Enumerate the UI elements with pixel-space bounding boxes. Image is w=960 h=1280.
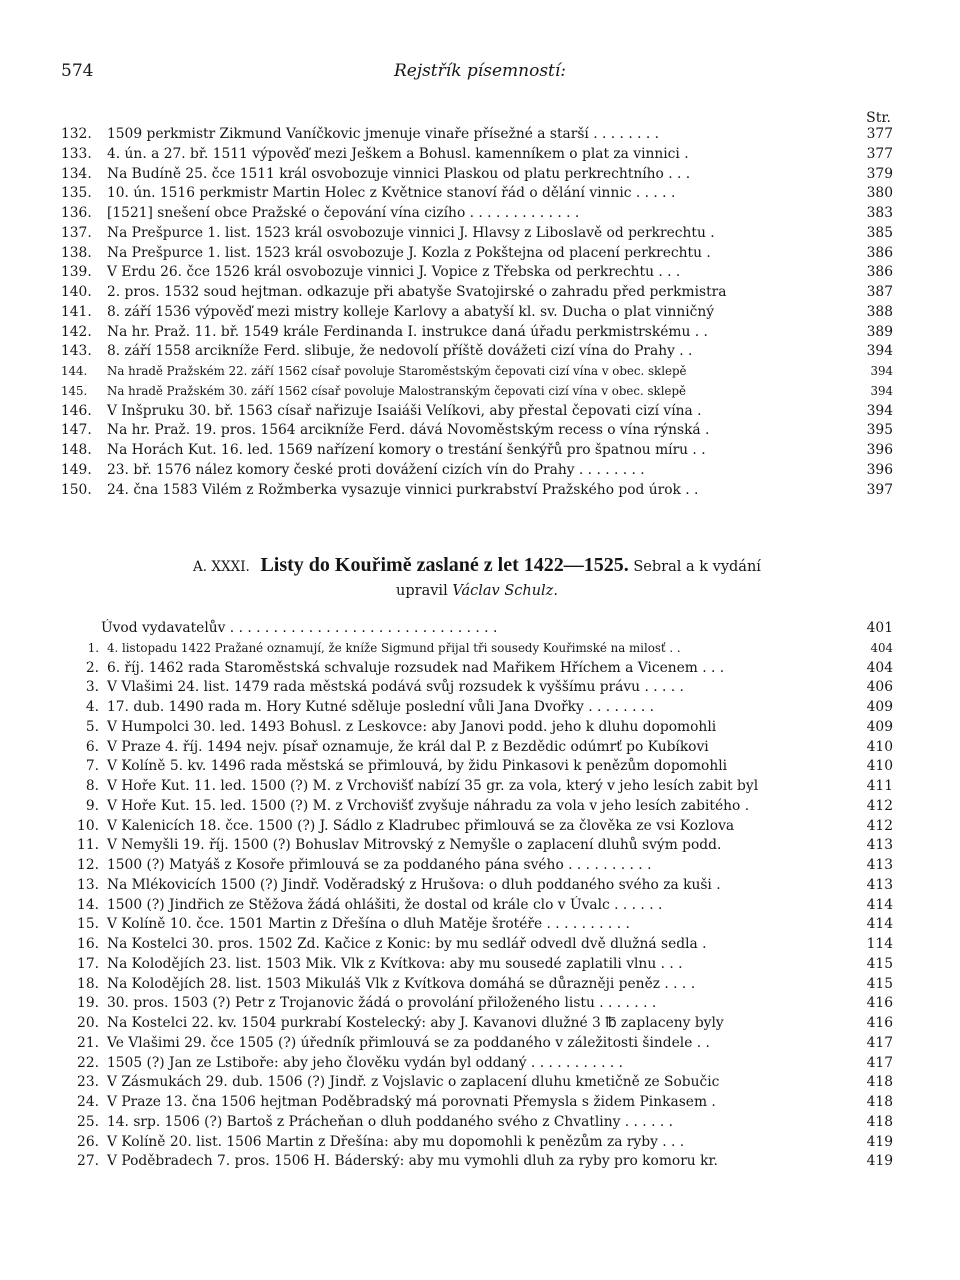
section-heading-line-2 <box>61 579 893 603</box>
section-title: Listy do Kouřimě zaslané z let 1422—1525. <box>260 554 629 576</box>
entry-row <box>61 718 893 738</box>
entry-page: 409 <box>866 718 893 735</box>
entry-row <box>61 698 893 718</box>
section-subtitle: Sebral a k vydání <box>633 559 761 575</box>
entry-row <box>61 659 893 679</box>
entry-row <box>61 639 893 659</box>
entry-text: V Erdu 26. čce 1526 král osvobozuje vinnici J. Vopice z Třebska od perkrechtu . . . <box>107 264 681 281</box>
entry-page: 395 <box>866 422 893 439</box>
entry-text: V Inšpruku 30. bř. 1563 císař nařizuje Isaiáši Velíkovi, aby přestal čepovati cizí vína . <box>107 402 702 419</box>
entry-number: 17. <box>77 955 99 972</box>
entry-row <box>61 1054 893 1074</box>
entry-number: 146. <box>61 402 92 419</box>
entry-number: 6. <box>85 738 99 755</box>
entry-row <box>61 955 893 975</box>
entry-text: Na Kolodějích 23. list. 1503 Mik. Vlk z Kvítkova: aby mu sousedé zaplatili vlnu . . . <box>107 955 683 972</box>
entry-text: V Hoře Kut. 15. led. 1500 (?) M. z Vrchovišť zvyšuje náhradu za vola v jeho lesích zabitého . <box>107 797 750 814</box>
entry-number: 1. <box>87 640 99 655</box>
entry-number: 11. <box>77 837 99 854</box>
entry-text: [1521] snešení obce Pražské o čepování vína cizího . . . . . . . . . . . . . <box>107 205 580 221</box>
entry-row <box>61 224 893 244</box>
entry-page: 412 <box>866 817 893 834</box>
entry-text: Na hr. Praž. 11. bř. 1549 krále Ferdinanda I. instrukce daná úřadu perkmistrskému . . <box>107 323 708 340</box>
entry-number: 8. <box>85 778 99 794</box>
entry-text: 1500 (?) Jindřich ze Stěžova žádá ohlášiti, že dostal od krále clo v Úvalc . . . . . . <box>107 896 663 913</box>
entry-page: 412 <box>866 797 893 814</box>
entry-row <box>61 362 893 382</box>
entry-number: 144. <box>61 364 88 378</box>
entry-text: 6. říj. 1462 rada Staroměstská schvaluje rozsudek nad Mařikem Hříchem a Vicenem . . . <box>107 659 725 676</box>
entry-page: 114 <box>866 936 893 952</box>
entry-text: 23. bř. 1576 nález komory české proti dovážení cizích vín do Prahy . . . . . . . . <box>107 461 645 478</box>
page-column-label: Str. <box>866 110 891 126</box>
entry-number: 139. <box>61 264 92 281</box>
entry-row <box>61 856 893 876</box>
entry-number: 149. <box>61 461 92 478</box>
entry-row <box>61 876 893 896</box>
entry-number: 136. <box>61 205 92 221</box>
entry-page: 394 <box>866 343 893 360</box>
entry-page: 385 <box>866 224 893 241</box>
entry-number: 147. <box>61 422 92 439</box>
entry-row <box>61 402 893 422</box>
entry-row <box>61 283 893 303</box>
entry-number: 141. <box>61 303 92 320</box>
entry-text: V Zásmukách 29. dub. 1506 (?) Jindř. z Vojslavic o zaplacení dluhu kmetičně ze Sobučic <box>107 1074 720 1091</box>
entry-row <box>61 1152 893 1172</box>
entry-text: Na Budíně 25. čce 1511 král osvobozuje vinnici Plaskou od platu perkrechtního . . . <box>107 165 691 182</box>
entry-page: 377 <box>866 126 893 142</box>
entry-page: 394 <box>870 383 893 398</box>
entry-number: 23. <box>77 1074 99 1091</box>
entry-row <box>61 678 893 698</box>
entry-page: 416 <box>866 1015 893 1031</box>
entry-row <box>61 342 893 362</box>
entry-row <box>61 125 893 145</box>
entry-page: 396 <box>866 461 893 478</box>
entry-number: 150. <box>61 481 92 498</box>
entry-number: 140. <box>61 284 92 300</box>
section-heading-line-1 <box>61 553 893 579</box>
entry-row <box>61 1133 893 1153</box>
entry-row <box>61 263 893 283</box>
entry-page: 387 <box>866 284 893 300</box>
entry-text: Na hradě Pražském 30. září 1562 císař povoluje Malostranským čepovati cizí vína v obec. sklepě <box>107 383 686 398</box>
entry-row <box>61 441 893 461</box>
entry-page: 413 <box>866 857 893 873</box>
entry-row <box>61 421 893 441</box>
entry-page: 415 <box>866 955 893 972</box>
entry-page: 417 <box>866 1034 893 1051</box>
entry-row <box>61 836 893 856</box>
section-edited-by: upravil <box>396 583 448 599</box>
entry-text: V Vlašimi 24. list. 1479 rada městská podává svůj rozsudek k vyššímu právu . . . . . <box>107 679 684 696</box>
entry-row <box>61 1093 893 1113</box>
entry-row <box>61 461 893 481</box>
entry-text: Na Horách Kut. 16. led. 1569 nařízení komory o trestání šenkýřů pro špatnou míru . . <box>107 442 706 458</box>
entry-row <box>61 303 893 323</box>
entry-page: 419 <box>866 1133 893 1150</box>
entry-text: Na hr. Praž. 19. pros. 1564 arcikníže Ferd. dává Novoměstským recess o vína rýnská . <box>107 422 710 439</box>
section-editor: Václav Schulz. <box>452 583 558 599</box>
entry-text: Na Mlékovicích 1500 (?) Jindř. Voděradský z Hrušova: o dluh poddaného svého za kuši . <box>107 876 721 893</box>
entry-number: 4. <box>85 699 99 715</box>
entry-number: 2. <box>85 659 99 676</box>
entry-page: 416 <box>866 995 893 1012</box>
entry-text: V Kolíně 5. kv. 1496 rada městská se přimlouvá, by židu Pinkasovi k penězům dopomohli <box>107 758 728 775</box>
entry-page: 414 <box>866 896 893 913</box>
running-title: Rejstřík písemností: <box>393 61 567 81</box>
entry-number: 21. <box>77 1034 99 1051</box>
entry-row <box>61 994 893 1014</box>
entry-text: Na Kostelci 22. kv. 1504 purkrabí Kostelecký: aby J. Kavanovi dlužné 3 ℔ zaplaceny byly <box>107 1015 724 1031</box>
entry-number: 27. <box>77 1153 99 1170</box>
entry-number: 148. <box>61 442 92 458</box>
entry-page: 415 <box>866 975 893 992</box>
entry-text: 4. listopadu 1422 Pražané oznamují, že kníže Sigmund přijal tři sousedy Kouřimské na milosť . . <box>107 640 681 655</box>
entry-number: 12. <box>77 857 99 873</box>
entry-page: 377 <box>866 145 893 162</box>
entry-row <box>61 738 893 758</box>
entry-page: 417 <box>866 1054 893 1071</box>
entry-row <box>61 935 893 955</box>
entry-page: 404 <box>866 659 893 676</box>
entry-text: V Praze 13. čna 1506 hejtman Poděbradský má porovnati Přemysla s židem Pinkasem . <box>107 1094 716 1110</box>
entry-row <box>61 619 893 639</box>
entry-page: 418 <box>866 1113 893 1130</box>
entry-row <box>61 896 893 916</box>
entry-text: Na Prešpurce 1. list. 1523 král osvobozuje vinnici J. Hlavsy z Liboslavě od perkrechtu . <box>107 224 715 241</box>
entry-text: V Nemyšli 19. říj. 1500 (?) Bohuslav Mitrovský z Nemyšle o zaplacení dluhů svým podd. <box>107 837 722 854</box>
entry-row <box>61 244 893 264</box>
entry-page: 394 <box>870 364 893 378</box>
entry-page: 414 <box>866 916 893 933</box>
entry-text: 2. pros. 1532 soud hejtman. odkazuje při abatyše Svatojirské o zahradu před perkmistra <box>107 284 727 300</box>
entry-text: 17. dub. 1490 rada m. Hory Kutné sděluje poslední vůli Jana Dvořky . . . . . . . . <box>107 699 654 715</box>
entry-number: 20. <box>77 1015 99 1031</box>
entry-number: 134. <box>61 165 92 182</box>
entry-page: 383 <box>866 205 893 221</box>
entry-page: 418 <box>866 1074 893 1091</box>
entry-row <box>61 481 893 501</box>
register-list-2 <box>61 619 893 1172</box>
entry-number: 13. <box>77 876 99 893</box>
entry-row <box>61 1073 893 1093</box>
entry-page: 410 <box>866 758 893 775</box>
entry-text: 8. září 1536 výpověď mezi mistry kolleje Karlovy a abatyší kl. sv. Ducha o plat vinničný <box>107 303 715 320</box>
entry-text: V Kolíně 20. list. 1506 Martin z Dřešína: aby mu dopomohli k penězům za ryby . . . <box>107 1133 685 1150</box>
entry-number: 145. <box>61 383 88 398</box>
entry-page: 386 <box>866 264 893 281</box>
entry-page: 404 <box>870 640 893 655</box>
entry-text: V Poděbradech 7. pros. 1506 H. Báderský: aby mu vymohli dluh za ryby pro komoru kr. <box>107 1153 718 1170</box>
entry-text: Úvod vydavatelův . . . . . . . . . . . . . . . . . . . . . . . . . . . . . . . <box>101 620 498 636</box>
entry-page: 401 <box>866 620 893 636</box>
section-number: A. XXXI. <box>193 559 250 575</box>
entry-number: 22. <box>77 1054 99 1071</box>
entry-page: 419 <box>866 1153 893 1170</box>
entry-row <box>61 817 893 837</box>
entry-text: Na hradě Pražském 22. září 1562 císař povoluje Staroměstským čepovati cizí vína v obec. sklepě <box>107 364 687 378</box>
entry-row <box>61 777 893 797</box>
entry-text: Na Kostelci 30. pros. 1502 Zd. Kačice z Konic: by mu sedlář odvedl dvě dlužná sedla . <box>107 936 707 952</box>
entry-page: 380 <box>866 185 893 202</box>
entry-number: 138. <box>61 244 92 261</box>
entry-number: 19. <box>77 995 99 1012</box>
entry-number: 25. <box>77 1113 99 1130</box>
entry-page: 413 <box>866 837 893 854</box>
entry-text: 24. čna 1583 Vilém z Rožmberka vysazuje vinnici purkrabství Pražského pod úrok . . <box>107 481 699 498</box>
entry-number: 26. <box>77 1133 99 1150</box>
entry-number: 10. <box>77 817 99 834</box>
register-list-1 <box>61 125 893 500</box>
entry-row <box>61 184 893 204</box>
entry-row <box>61 797 893 817</box>
entry-page: 397 <box>866 481 893 498</box>
entry-text: Ve Vlašimi 29. čce 1505 (?) úředník přimlouvá se za poddaného v záležitosti šindele . . <box>107 1034 710 1051</box>
entry-text: V Praze 4. říj. 1494 nejv. písař oznamuje, že král dal P. z Bezdědic odúmrť po Kubíkovi <box>107 738 709 755</box>
entry-text: Na Kolodějích 28. list. 1503 Mikuláš Vlk z Kvítkova domáhá se důrazněji peněz . . . . <box>107 975 696 992</box>
page-number: 574 <box>61 61 94 81</box>
entry-number: 5. <box>85 718 99 735</box>
entry-number: 14. <box>77 896 99 913</box>
entry-page: 394 <box>866 402 893 419</box>
entry-page: 379 <box>866 165 893 182</box>
entry-row <box>61 1113 893 1133</box>
entry-text: 1500 (?) Matyáš z Kosoře přimlouvá se za poddaného pána svého . . . . . . . . . . <box>107 857 652 873</box>
entry-number: 135. <box>61 185 92 202</box>
entry-row <box>61 145 893 165</box>
entry-number: 7. <box>85 758 99 775</box>
entry-row <box>61 382 893 402</box>
entry-row <box>61 915 893 935</box>
entry-text: 8. září 1558 arcikníže Ferd. slibuje, že nedovolí příště dovážeti cizí vína do Prahy . . <box>107 343 693 360</box>
entry-number: 143. <box>61 343 92 360</box>
entry-number: 133. <box>61 145 92 162</box>
entry-number: 16. <box>77 936 99 952</box>
entry-row <box>61 757 893 777</box>
entry-page: 396 <box>866 442 893 458</box>
entry-row <box>61 323 893 343</box>
entry-page: 410 <box>866 738 893 755</box>
entry-number: 142. <box>61 323 92 340</box>
entry-text: 4. ún. a 27. bř. 1511 výpověď mezi Ješkem a Bohusl. kamenníkem o plat za vinnici . <box>107 145 689 162</box>
entry-text: 10. ún. 1516 perkmistr Martin Holec z Květnice stanoví řád o dělání vinnic . . . . . <box>107 185 676 202</box>
entry-row <box>61 975 893 995</box>
entry-row <box>61 165 893 185</box>
entry-number: 132. <box>61 126 92 142</box>
entry-text: 1509 perkmistr Zikmund Vaníčkovic jmenuje vinaře přísežné a starší . . . . . . . . <box>107 126 660 142</box>
entry-page: 413 <box>866 876 893 893</box>
entry-page: 411 <box>866 778 893 794</box>
entry-page: 406 <box>866 679 893 696</box>
entry-text: 30. pros. 1503 (?) Petr z Trojanovic žádá o provolání přiloženého listu . . . . . . . <box>107 995 657 1012</box>
entry-text: Na Prešpurce 1. list. 1523 král osvobozuje J. Kozla z Pokštejna od placení perkrechtu . <box>107 244 711 261</box>
entry-row <box>61 204 893 224</box>
entry-page: 418 <box>866 1094 893 1110</box>
entry-number: 18. <box>77 975 99 992</box>
entry-page: 409 <box>866 699 893 715</box>
entry-page: 388 <box>866 303 893 320</box>
section-heading <box>61 553 893 603</box>
entry-number: 24. <box>77 1094 99 1110</box>
entry-text: 1505 (?) Jan ze Lstiboře: aby jeho člověku vydán byl oddaný . . . . . . . . . . . <box>107 1054 624 1071</box>
entry-text: V Kalenicích 18. čce. 1500 (?) J. Sádlo z Kladrubec přimlouvá se za člověka ze vsi Kozlova <box>107 817 735 834</box>
entry-page: 386 <box>866 244 893 261</box>
entry-row <box>61 1034 893 1054</box>
entry-row <box>61 1014 893 1034</box>
entry-number: 9. <box>85 797 99 814</box>
entry-number: 15. <box>77 916 99 933</box>
entry-text: V Hoře Kut. 11. led. 1500 (?) M. z Vrchovišť nabízí 35 gr. za vola, který v jeho lesích zabit byl <box>107 778 759 794</box>
entry-page: 389 <box>866 323 893 340</box>
entry-text: 14. srp. 1506 (?) Bartoš z Prácheňan o dluh poddaného svého z Chvatliny . . . . . . <box>107 1113 674 1130</box>
entry-number: 137. <box>61 224 92 241</box>
entry-number: 3. <box>85 679 99 696</box>
entry-text: V Humpolci 30. led. 1493 Bohusl. z Leskovce: aby Janovi podd. jeho k dluhu dopomohli <box>107 718 717 735</box>
entry-text: V Kolíně 10. čce. 1501 Martin z Dřešína o dluh Matěje šrotéře . . . . . . . . . . <box>107 916 630 933</box>
